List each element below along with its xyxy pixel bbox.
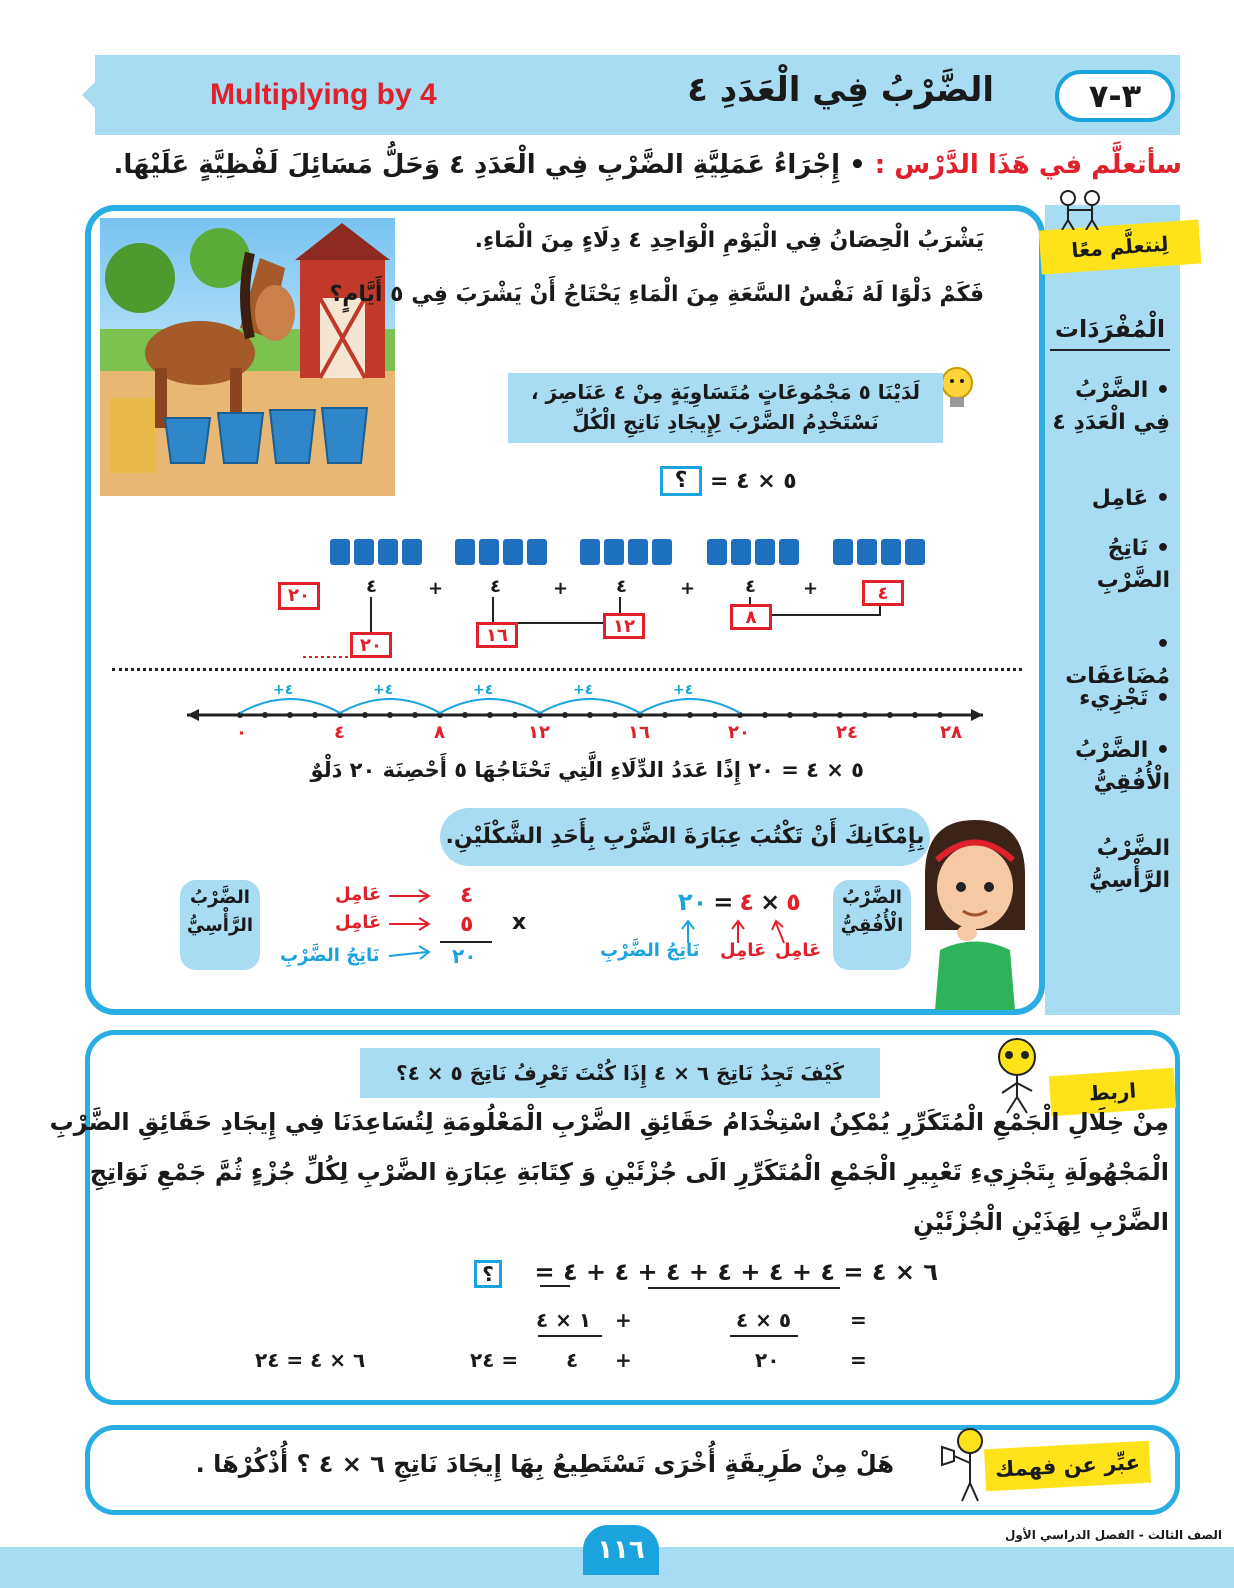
factor-label: عَامِل: [335, 912, 382, 933]
h-factor-a: ٥: [786, 888, 801, 916]
tick-label: ٢٨: [940, 722, 962, 743]
v-line: [440, 941, 492, 943]
hint-line-2: نَسْتَخْدِمُ الضَّرْبَ لِإِيجَادِ نَاتِجِ الْكُلِّ: [572, 410, 879, 434]
repeated-addition: ٦ × ٤ = ٤ + ٤ + ٤ + ٤ + ٤ + ٤ =: [534, 1258, 938, 1286]
horse-farm-illustration: [100, 218, 395, 496]
goal-label: سأتعلَّم في هَذَا الدَّرْس :: [874, 150, 1182, 180]
product-label: نَاتِجُ الضَّرْبِ: [600, 940, 700, 961]
horizontal-equation: [678, 888, 801, 916]
connect-question: كَيْفَ تَجِدُ نَاتِجَ ٦ × ٤ إِذَا كُنْتَ تَعْرِفُ نَاتِجَ ٥ × ٤؟: [360, 1048, 880, 1098]
factor-label: عَامِل: [720, 940, 767, 961]
addend-label: ٤: [366, 576, 377, 597]
tick-label: ٤: [334, 722, 345, 743]
part-a-value: ٢٠: [755, 1348, 780, 1372]
lesson-number: ٣-٧: [1055, 70, 1175, 122]
partial-sum: = ٢٤: [470, 1348, 519, 1372]
answer-box[interactable]: ؟: [474, 1260, 502, 1288]
tick-label: ٢٠: [728, 722, 750, 743]
connect-tag: اربط: [1049, 1068, 1176, 1117]
grade-label: الصف الثالث - الفصل الدراسي الأول: [1004, 1528, 1222, 1542]
tick-label: ٠: [236, 722, 247, 743]
horizontal-caption: الضَّرْبُ الْأُفُقِيُّ: [833, 880, 911, 970]
factor-label: عَامِل: [775, 940, 822, 961]
bucket-groups: [300, 535, 960, 665]
running-total-box: ٨: [730, 604, 772, 630]
stick-figures-icon: [1050, 190, 1110, 230]
vertical-caption: الضَّرْبُ الرَّأْسِيُّ: [180, 880, 260, 970]
problem-line-2: فَكَمْ دَلْوًا لَهُ نَفْسُ السَّعَةِ مِنَ الْمَاءِ يَحْتَاجُ أَنْ يَشْرَبَ فِي ٥ أَيَّامٍ؟: [329, 282, 984, 307]
vocab-item: • نَاتِجُ الضَّرْبِ: [1096, 536, 1170, 593]
goal-text: • إِجْرَاءُ عَمَلِيَّةِ الضَّرْبِ فِي الْعَدَدِ ٤ وَحَلُّ مَسَائِلَ لَفْظِيَّةٍ عَلَيْهَا.: [113, 150, 866, 180]
megaphone-figure-icon: [940, 1425, 990, 1505]
vocab-item: • مُضَاعَفَات: [1065, 632, 1170, 689]
v-top: ٤: [460, 883, 474, 908]
jump-label: +٤: [473, 682, 494, 698]
plus-label: +: [680, 578, 696, 599]
vocabulary-panel: [1045, 205, 1180, 1015]
vocab-item: • تَجْزِيء: [1079, 686, 1170, 711]
plus-label: +: [803, 578, 819, 599]
number-line-result: ٥ × ٤ = ٢٠ إِذًا عَدَدُ الدِّلَاءِ الَّتِي تَحْتَاجُهَا ٥ أَحْصِنَة ٢٠ دَلْوٌ: [310, 758, 864, 782]
bucket-group: [330, 539, 422, 565]
thinking-figure-icon: [982, 1035, 1052, 1115]
h-result: ٢٠: [678, 888, 708, 916]
tick-label: ١٦: [628, 722, 650, 743]
vocab-item: الضَّرْبُ الرَّأْسِيُّ: [1089, 836, 1170, 893]
express-tag: عبِّر عن فهمك: [984, 1441, 1151, 1492]
v-sign: x: [512, 910, 527, 935]
page-title-arabic: الضَّرْبُ فِي الْعَدَدِ ٤: [687, 70, 994, 110]
hint-line-1: لَدَيْنَا ٥ مَجْمُوعَاتٍ مُتَسَاوِيَةٍ مِنْ ٤ عَنَاصِرَ ،: [530, 380, 921, 404]
h-equals: =: [713, 888, 734, 916]
bucket-group: [833, 539, 925, 565]
equals-sign: =: [850, 1348, 867, 1372]
section-divider: [112, 668, 1022, 671]
part-b: ١ × ٤: [536, 1308, 592, 1332]
vocab-item: • الضَّرْبُ الْأُفُقِيُّ: [1075, 738, 1170, 795]
speech-bubble: بِإِمْكَانِكَ أَنْ تَكْتُبَ عِبَارَةَ الضَّرْبِ بِأَحَدِ الشَّكْلَيْنِ.: [440, 808, 930, 866]
jump-label: +٤: [673, 682, 694, 698]
part-b-value: ٤: [566, 1348, 579, 1372]
lightbulb-icon: [937, 365, 977, 415]
h-times: ×: [760, 888, 781, 916]
bucket-group: [707, 539, 799, 565]
vocab-title: الْمُفْرَدَات: [1050, 313, 1170, 351]
running-total-box: ١٦: [476, 622, 518, 648]
tick-label: ٢٤: [836, 722, 858, 743]
jump-label: +٤: [373, 682, 394, 698]
tick-label: ١٢: [528, 722, 550, 743]
connect-paragraph-2: الْمَجْهُولَةِ بِتَجْزِيءِ تَعْبِيرِ الْجَمْعِ الْمُتَكَرِّرِ الَى جُزْئَيْنِ وَ كِتَابَةِ عِبَارَةِ الضَّرْبِ لِكُلِّ جُزْءٍ ثُمَّ جَمْعِ نَوَاتِجِ: [89, 1158, 1169, 1186]
h-factor-b: ٤: [739, 888, 755, 916]
plus-label: +: [428, 578, 444, 599]
connect-paragraph-1: مِنْ خِلَالِ الْجَمْعِ الْمُتَكَرِّرِ يُمْكِنُ اسْتِخْدَامُ حَقَائِقِ الضَّرْبِ الْمَعْلُومَةِ لِتُسَاعِدَنَا فِي إِيجَادِ حَقَائِقِ الضَّرْبِ: [49, 1108, 1169, 1136]
final-fact: ٦ × ٤ = ٢٤: [255, 1348, 366, 1372]
final-total-box: ٢٠: [278, 582, 320, 610]
addend-label: ٤: [490, 576, 501, 597]
jump-label: +٤: [573, 682, 594, 698]
running-total-box: ٢٠: [350, 632, 392, 658]
plus-label: +: [615, 1348, 632, 1372]
plus-label: +: [615, 1308, 632, 1332]
v-bottom: ٥: [460, 912, 474, 937]
girl-thinking-illustration: [915, 815, 1035, 1010]
addend-label: ٤: [616, 576, 627, 597]
bucket-group: [580, 539, 672, 565]
connect-paragraph-3: الضَّرْبِ لِهَذَيْنِ الْجُزْئَيْنِ: [913, 1208, 1169, 1236]
page-title-english: Multiplying by 4: [210, 78, 437, 111]
vocab-item: • عَامِل: [1091, 486, 1170, 511]
tick-label: ٨: [434, 722, 445, 743]
bucket-group: [455, 539, 547, 565]
page-number: ١١٦: [583, 1525, 659, 1575]
arrow-right-icons: [385, 888, 435, 968]
equals-sign: =: [850, 1308, 867, 1332]
answer-box[interactable]: ؟: [660, 466, 702, 496]
problem-line-1: يَشْرَبُ الْحِصَانُ فِي الْيَوْمِ الْوَاحِدِ ٤ دِلَاءٍ مِنَ الْمَاءِ.: [474, 228, 984, 253]
hint-box: [508, 373, 943, 443]
part-a: ٥ × ٤: [736, 1308, 792, 1332]
running-total-box: ١٢: [603, 613, 645, 639]
learn-together-tag: لِنتعلَّم معًا: [1039, 219, 1202, 274]
equation-5x4: [660, 466, 797, 496]
vocab-item: • الضَّرْبُ فِي الْعَدَدِ ٤: [1052, 378, 1170, 435]
v-result: ٢٠: [452, 944, 477, 968]
addend-label: ٤: [745, 576, 756, 597]
running-total-box: ٤: [862, 580, 904, 606]
plus-label: +: [553, 578, 569, 599]
equation-text: ٥ × ٤ =: [710, 468, 797, 494]
product-label: نَاتِجُ الضَّرْبِ: [280, 945, 380, 966]
jump-label: +٤: [273, 682, 294, 698]
lesson-goal: [114, 150, 1183, 180]
express-question: هَلْ مِنْ طَرِيقَةٍ أُخْرَى تَسْتَطِيعُ بِهَا إِيجَادَ نَاتِجِ ٦ × ٤ ؟ أُذْكُرْهَا .: [195, 1450, 894, 1478]
factor-label: عَامِل: [335, 884, 382, 905]
